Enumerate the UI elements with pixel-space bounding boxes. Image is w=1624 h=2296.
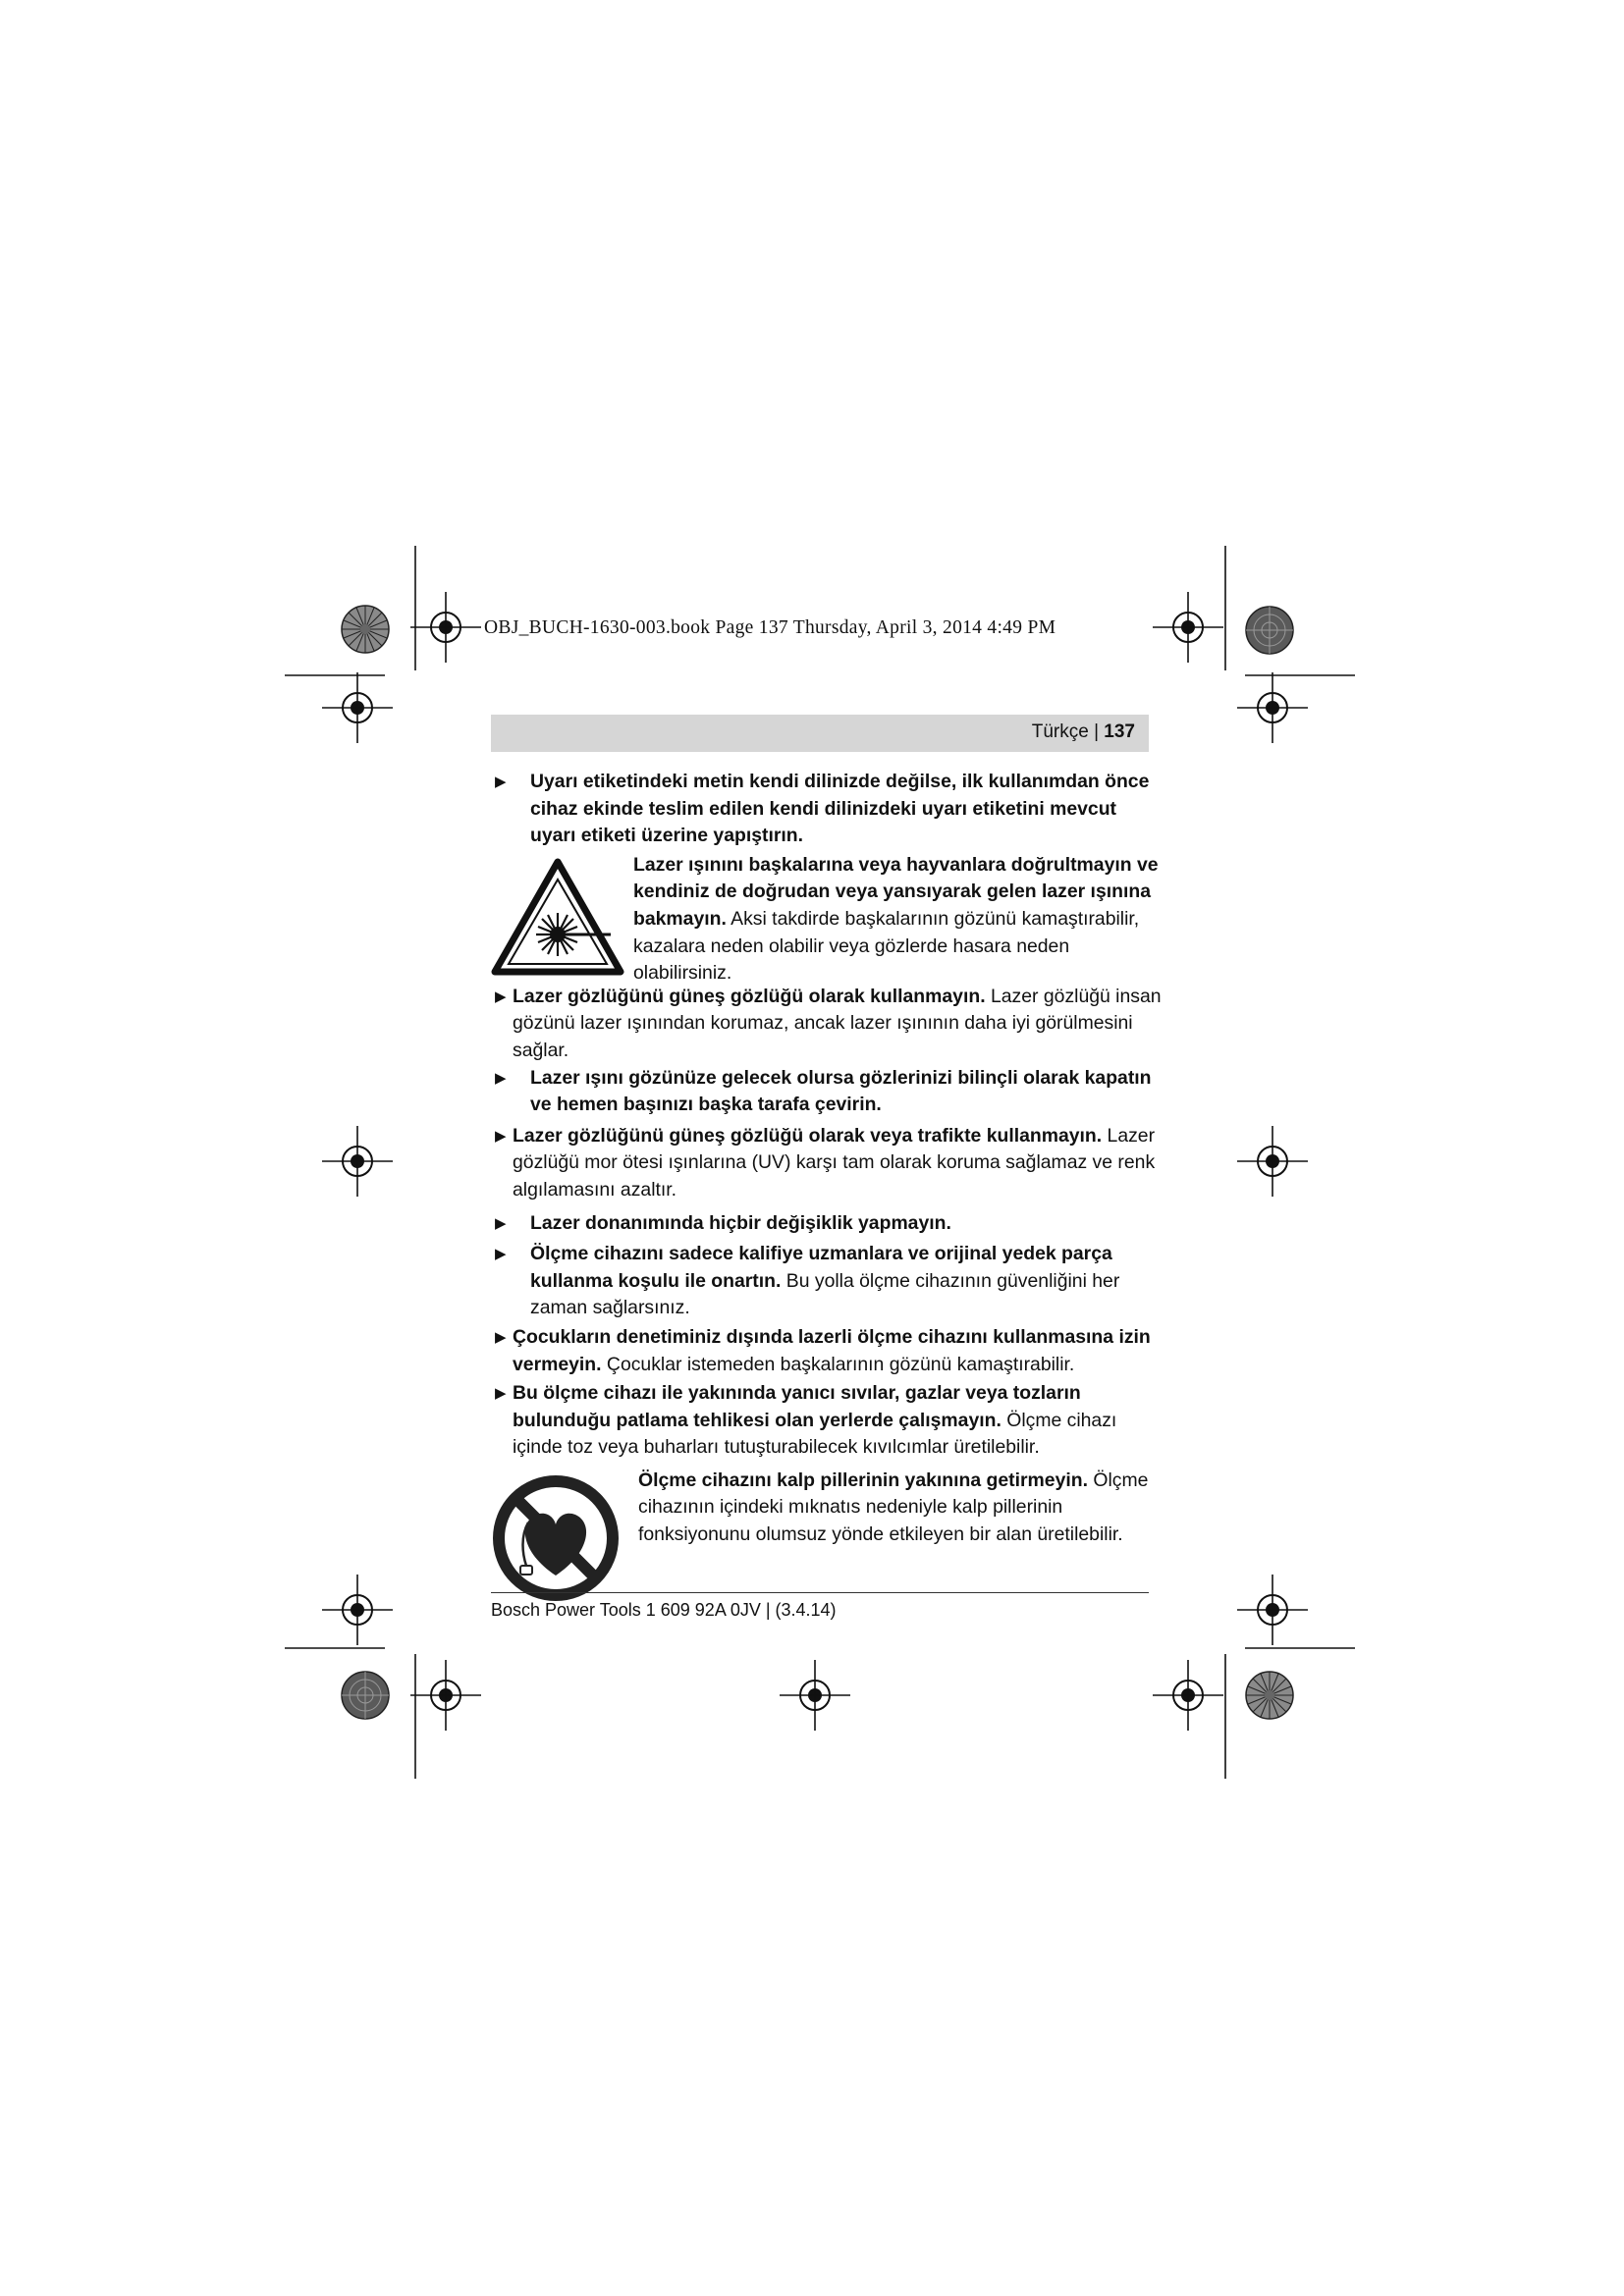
item-strong-text: Çocukların denetiminiz dışında lazerli ölçme cihazını kullanmasına izin vermeyin. bbox=[513, 1325, 1151, 1375]
no-pacemaker-icon bbox=[491, 1473, 621, 1603]
triangle-bullet-icon: ▶ bbox=[495, 1127, 507, 1145]
triangle-bullet-icon: ▶ bbox=[495, 1214, 507, 1232]
separator: | bbox=[1088, 721, 1105, 742]
item-strong-text: Lazer ışını gözünüze gelecek olursa gözlerinizi bilinçli olarak kapatın ve hemen başınızı başka tarafa çevirin. bbox=[530, 1066, 1152, 1116]
list-item bbox=[491, 1065, 1164, 1119]
list-item bbox=[491, 1241, 1164, 1322]
item-strong-text: Ölçme cihazını sadece kalifiye uzmanlara ve orijinal yedek parça kullanma koşulu ile onartın. bbox=[530, 1243, 1112, 1292]
triangle-bullet-icon: ▶ bbox=[495, 1385, 507, 1403]
list-item bbox=[491, 984, 1164, 1065]
page-footer: Bosch Power Tools 1 609 92A 0JV | (3.4.14) bbox=[491, 1600, 837, 1620]
language-name: Türkçe bbox=[1031, 721, 1089, 742]
item-text: Ölçme cihazının içindeki mıknatıs nedeniyle kalp pillerinin fonksiyonunu olumsuz yönde etkileyen bir alan üretilebilir. bbox=[638, 1468, 1149, 1546]
triangle-bullet-icon: ▶ bbox=[495, 1069, 507, 1087]
laser-warning-icon bbox=[491, 858, 624, 976]
item-strong-text: Uyarı etiketindeki metin kendi dilinizde değilse, ilk kullanımdan önce cihaz ekinde teslim edilen kendi dilinizdeki uyarı etiketini mevcut uyarı etiketi üzerine yapıştırın. bbox=[530, 771, 1150, 847]
item-strong-text: Ölçme cihazını kalp pillerinin yakınına getirmeyin. bbox=[638, 1468, 1088, 1491]
list-item bbox=[491, 769, 1164, 850]
language-page-label bbox=[1032, 721, 1135, 743]
laser-warning-text bbox=[633, 852, 1159, 988]
pacemaker-warning-text bbox=[638, 1468, 1149, 1549]
list-item bbox=[491, 1380, 1164, 1462]
print-header: OBJ_BUCH-1630-003.book Page 137 Thursday, April 3, 2014 4:49 PM bbox=[484, 617, 1056, 638]
item-strong-text: Lazer ışınını başkalarına veya hayvanlara doğrultmayın ve kendiniz de doğrudan veya yansıyarak gelen lazer ışınına bakmayın. bbox=[633, 853, 1159, 930]
triangle-bullet-icon: ▶ bbox=[495, 988, 507, 1005]
list-item bbox=[491, 1210, 1164, 1238]
item-text: Bu yolla ölçme cihazının güvenliğini her zaman sağlarsınız. bbox=[530, 1269, 1120, 1319]
item-strong-text: Lazer donanımında hiçbir değişiklik yapmayın. bbox=[530, 1211, 951, 1234]
item-strong-text: Lazer gözlüğünü güneş gözlüğü olarak veya trafikte kullanmayın. bbox=[513, 1124, 1103, 1147]
list-item bbox=[491, 1123, 1164, 1204]
laser-warning-block bbox=[491, 852, 1164, 985]
triangle-bullet-icon: ▶ bbox=[495, 774, 507, 790]
item-text: Lazer gözlüğü insan gözünü lazer ışınından korumaz, ancak lazer ışınının daha iyi görülmesini sağlar. bbox=[513, 985, 1162, 1061]
item-text: Ölçme cihazı içinde toz veya buharları tutuşturabilecek kıvılcımlar üretilebilir. bbox=[513, 1409, 1117, 1459]
item-strong-text: Bu ölçme cihazı ile yakınında yanıcı sıvılar, gazlar veya tozların bulunduğu patlama tehlikesi olan yerlerde çalışmayın. bbox=[513, 1382, 1081, 1431]
language-bar bbox=[491, 715, 1149, 752]
triangle-bullet-icon: ▶ bbox=[495, 1246, 507, 1263]
list-item bbox=[491, 1324, 1164, 1378]
item-text: Aksi takdirde başkalarının gözünü kamaştırabilir, kazalara neden olabilir veya gözlerde hasara neden olabilirsiniz. bbox=[633, 907, 1140, 985]
footer-divider bbox=[491, 1592, 1149, 1593]
item-text: Çocuklar istemeden başkalarının gözünü kamaştırabilir. bbox=[601, 1353, 1075, 1375]
page-number: 137 bbox=[1104, 721, 1135, 742]
item-text: Lazer gözlüğü mor ötesi ışınlarına (UV) karşı tam olarak koruma sağlamaz ve renk algılamasını azaltır. bbox=[513, 1124, 1156, 1201]
pacemaker-warning-block bbox=[491, 1468, 1164, 1601]
triangle-bullet-icon: ▶ bbox=[495, 1328, 507, 1346]
item-strong-text: Lazer gözlüğünü güneş gözlüğü olarak kullanmayın. bbox=[513, 985, 986, 1007]
safety-instructions bbox=[491, 769, 1164, 1601]
